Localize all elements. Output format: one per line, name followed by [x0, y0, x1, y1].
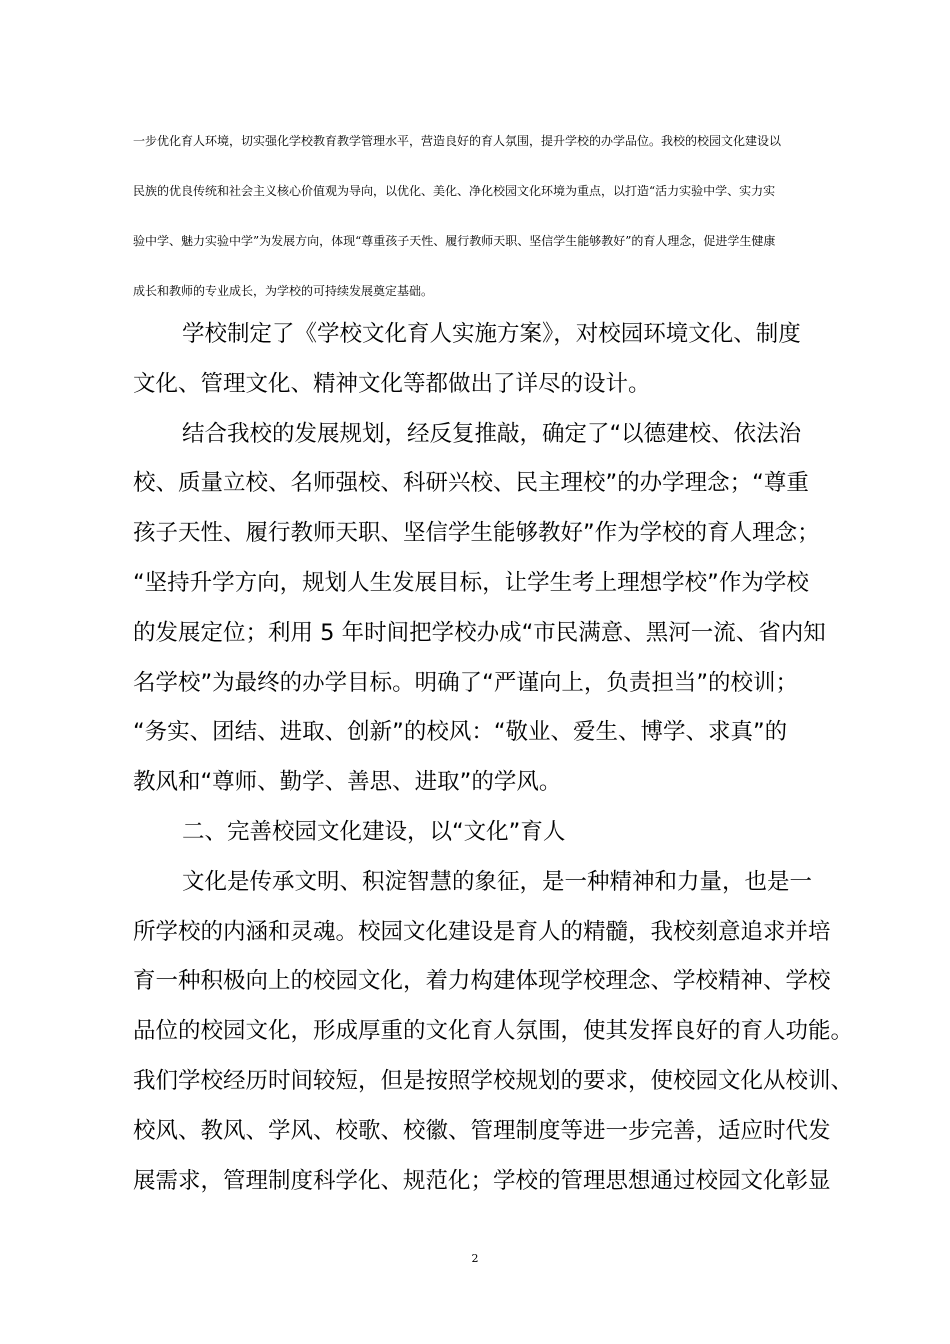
body-text: [133, 310, 853, 1206]
page-number: 2: [471, 1252, 479, 1265]
paragraph-line: 的发展定位；利用 5 年时间把学校办成“市民满意、黑河一流、省内知: [133, 619, 826, 646]
paragraph-line: “坚持升学方向，规划人生发展目标，让学生考上理想学校”作为学校: [133, 569, 809, 596]
paragraph-line: 教风和“尊师、勤学、善思、进取”的学风。: [133, 769, 562, 796]
paragraph-line: 所学校的内涵和灵魂。校园文化建设是育人的精髓，我校刻意追求并培: [133, 918, 831, 945]
intro-paragraph: [133, 123, 823, 323]
paragraph-line: 我们学校经历时间较短，但是按照学校规划的要求，使校园文化从校训、: [133, 1067, 853, 1094]
intro-line: 成长和教师的专业成长，为学校的可持续发展奠定基础。: [133, 284, 434, 298]
paragraph-line: 孩子天性、履行教师天职、坚信学生能够教好”作为学校的育人理念；: [133, 520, 820, 547]
intro-line: 一步优化育人环境，切实强化学校教育教学管理水平，营造良好的育人氛围，提升学校的办学品位。我校的校园文化建设以: [133, 134, 782, 148]
paragraph-line: 文化、管理文化、精神文化等都做出了详尽的设计。: [133, 370, 651, 397]
section-heading: 二、完善校园文化建设，以“文化”育人: [182, 818, 566, 845]
intro-line: 验中学、魅力实验中学”为发展方向，体现“尊重孩子天性、履行教师天职、坚信学生能够教好”的育人理念，促进学生健康: [133, 234, 776, 248]
paragraph-line: 育一种积极向上的校园文化，着力构建体现学校理念、学校精神、学校: [133, 968, 831, 995]
paragraph-line: 展需求，管理制度科学化、规范化；学校的管理思想通过校园文化彰显: [133, 1167, 831, 1194]
paragraph-line: 校、质量立校、名师强校、科研兴校、民主理校”的办学理念；“尊重: [133, 470, 809, 497]
intro-line: 民族的优良传统和社会主义核心价值观为导向，以优化、美化、净化校园文化环境为重点，以打造“活力实验中学、实力实: [133, 184, 776, 198]
paragraph-line: “务实、团结、进取、创新”的校风：“敬业、爱生、博学、求真”的: [133, 719, 788, 746]
paragraph-line: 学校制定了《学校文化育人实施方案》，对校园环境文化、制度: [182, 321, 801, 347]
paragraph-line: 校风、教风、学风、校歌、校徽、管理制度等进一步完善，适应时代发: [133, 1117, 831, 1144]
paragraph-line: 品位的校园文化，形成厚重的文化育人氛围，使其发挥良好的育人功能。: [133, 1018, 853, 1045]
paragraph-line: 名学校”为最终的办学目标。明确了“严谨向上，负责担当”的校训；: [133, 669, 798, 696]
paragraph-line: 文化是传承文明、积淀智慧的象征，是一种精神和力量，也是一: [182, 868, 813, 895]
paragraph-line: 结合我校的发展规划，经反复推敲，确定了“以德建校、依法治: [182, 420, 802, 447]
